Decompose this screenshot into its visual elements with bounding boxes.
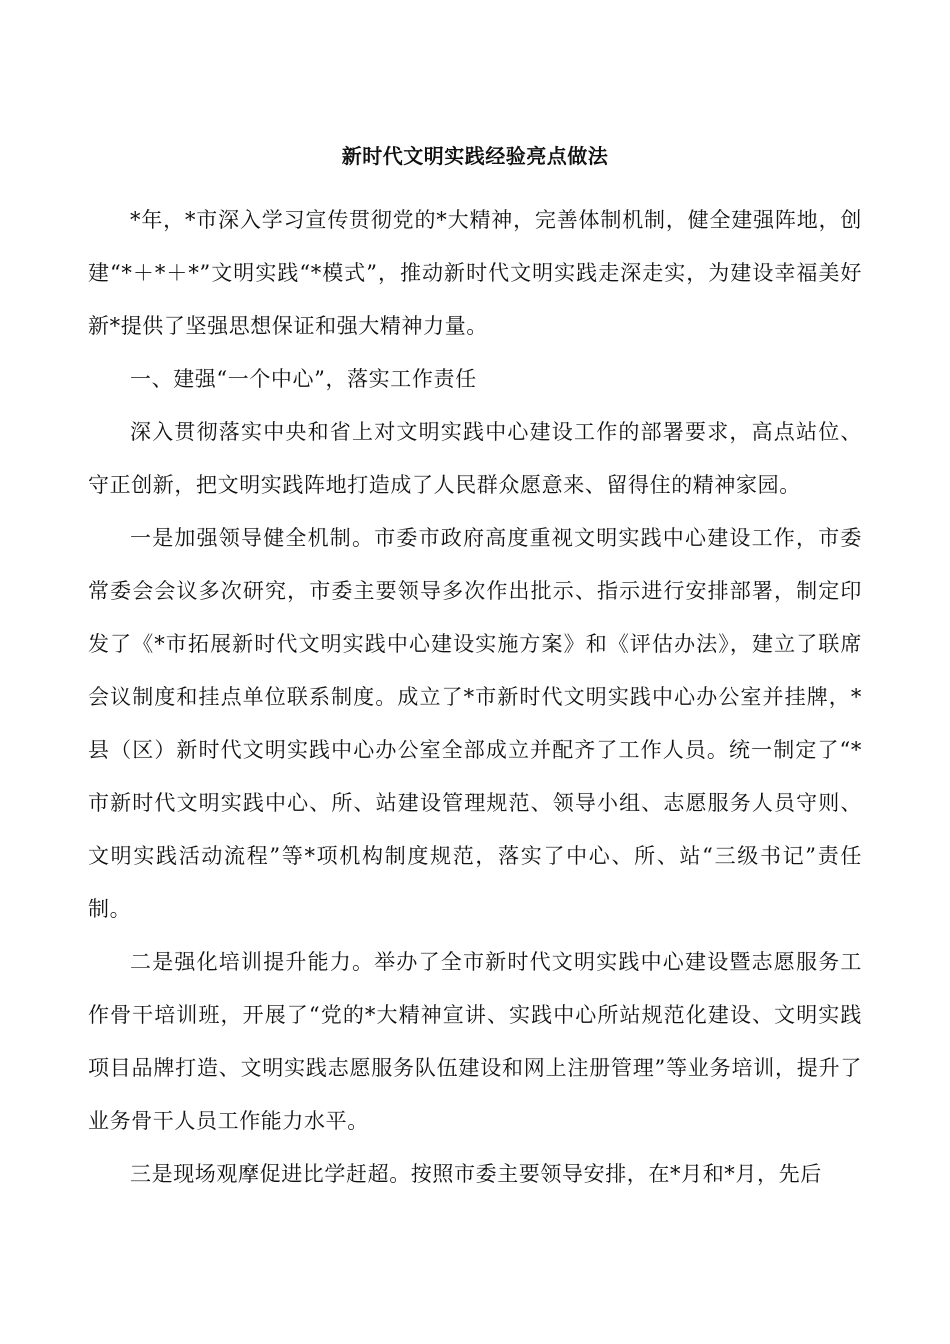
paragraph-point-3: 三是现场观摩促进比学赶超。按照市委主要领导安排，在*月和*月，先后 [130, 1162, 822, 1186]
paragraph-point-1: 一是加强领导健全机制。市委市政府高度重视文明实践中心建设工作，市委常委会会议多次研究，市委主要领导多次作出批示、指示进行安排部署，制定印发了《*市拓展新时代文明实践中心建设实施方案》和《评估办法》，建立了联席会议制度和挂点单位联系制度。成立了*市新时代文明实践中心办公室并挂牌，*县（区）新时代文明实践中心办公室全部成立并配齐了工作人员。统一制定了“*市新时代文明实践中心、所、站建设管理规范、领导小组、志愿服务人员守则、文明实践活动流程”等*项机构制度规范，落实了中心、所、站“三级书记”责任制。 [88, 526, 862, 921]
document-title: 新时代文明实践经验亮点做法 [341, 144, 609, 168]
paragraph-section-1: 深入贯彻落实中央和省上对文明实践中心建设工作的部署要求，高点站位、守正创新，把文明实践阵地打造成了人民群众愿意来、留得住的精神家园。 [88, 420, 862, 497]
document-page [88, 140, 862, 1201]
paragraph-intro: *年，*市深入学习宣传贯彻党的*大精神，完善体制机制，健全建强阵地，创建“*＋*＋*”文明实践“*模式”，推动新时代文明实践走深走实，为建设幸福美好新*提供了坚强思想保证和强大精神力量。 [88, 208, 862, 338]
section-heading-1: 一、建强“一个中心”，落实工作责任 [130, 367, 477, 391]
paragraph-point-2: 二是强化培训提升能力。举办了全市新时代文明实践中心建设暨志愿服务工作骨干培训班，开展了“党的*大精神宣讲、实践中心所站规范化建设、文明实践项目品牌打造、文明实践志愿服务队伍建设和网上注册管理”等业务培训，提升了业务骨干人员工作能力水平。 [88, 950, 862, 1133]
